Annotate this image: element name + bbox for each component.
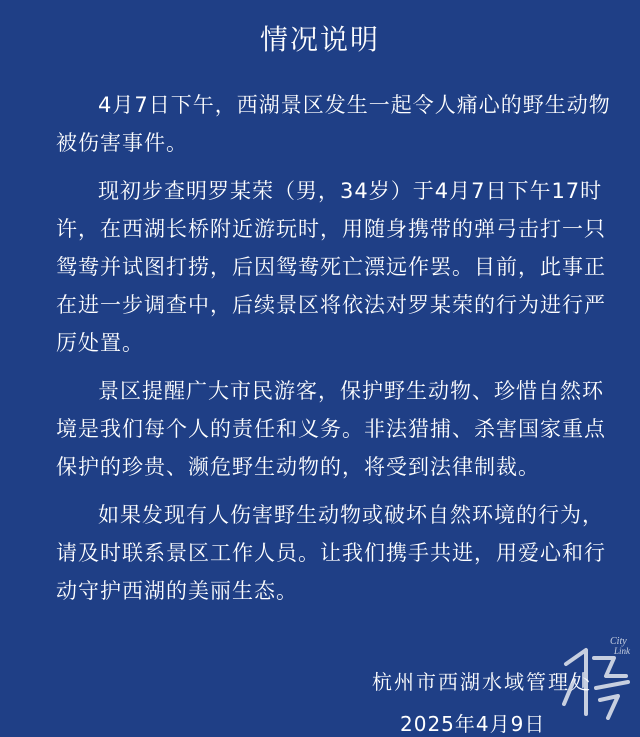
document-body xyxy=(56,86,612,620)
paragraph-appeal: 如果发现有人伤害野生动物或破坏自然环境的行为，请及时联系景区工作人员。让我们携手共进，用爱心和行动守护西湖的美丽生态。 xyxy=(56,503,606,603)
paragraph-incident: 4月7日下午，西湖景区发生一起令人痛心的野生动物被伤害事件。 xyxy=(56,93,611,155)
watermark-city-text: City xyxy=(610,636,627,647)
city-link-watermark-logo xyxy=(556,622,640,727)
paragraph-investigation: 现初步查明罗某荣（男，34岁）于4月7日下午17时许，在西湖长桥附近游玩时，用随身携带的弹弓击打一只鸳鸯并试图打捞，后因鸳鸯死亡漂远作罢。目前，此事正在进一步调查中，后续景区将依法对罗某荣的行为进行严厉处置。 xyxy=(56,179,606,355)
document-title: 情况说明 xyxy=(259,23,380,56)
paragraph-reminder: 景区提醒广大市民游客，保护野生动物、珍惜自然环境是我们每个人的责任和义务。非法猎捕、杀害国家重点保护的珍贵、濒危野生动物的，将受到法律制裁。 xyxy=(56,379,606,479)
watermark-link-text: Link xyxy=(614,646,631,656)
issuer-signature: 杭州市西湖水域管理处 xyxy=(372,670,592,694)
issue-date: 2025年4月9日 xyxy=(400,712,546,736)
